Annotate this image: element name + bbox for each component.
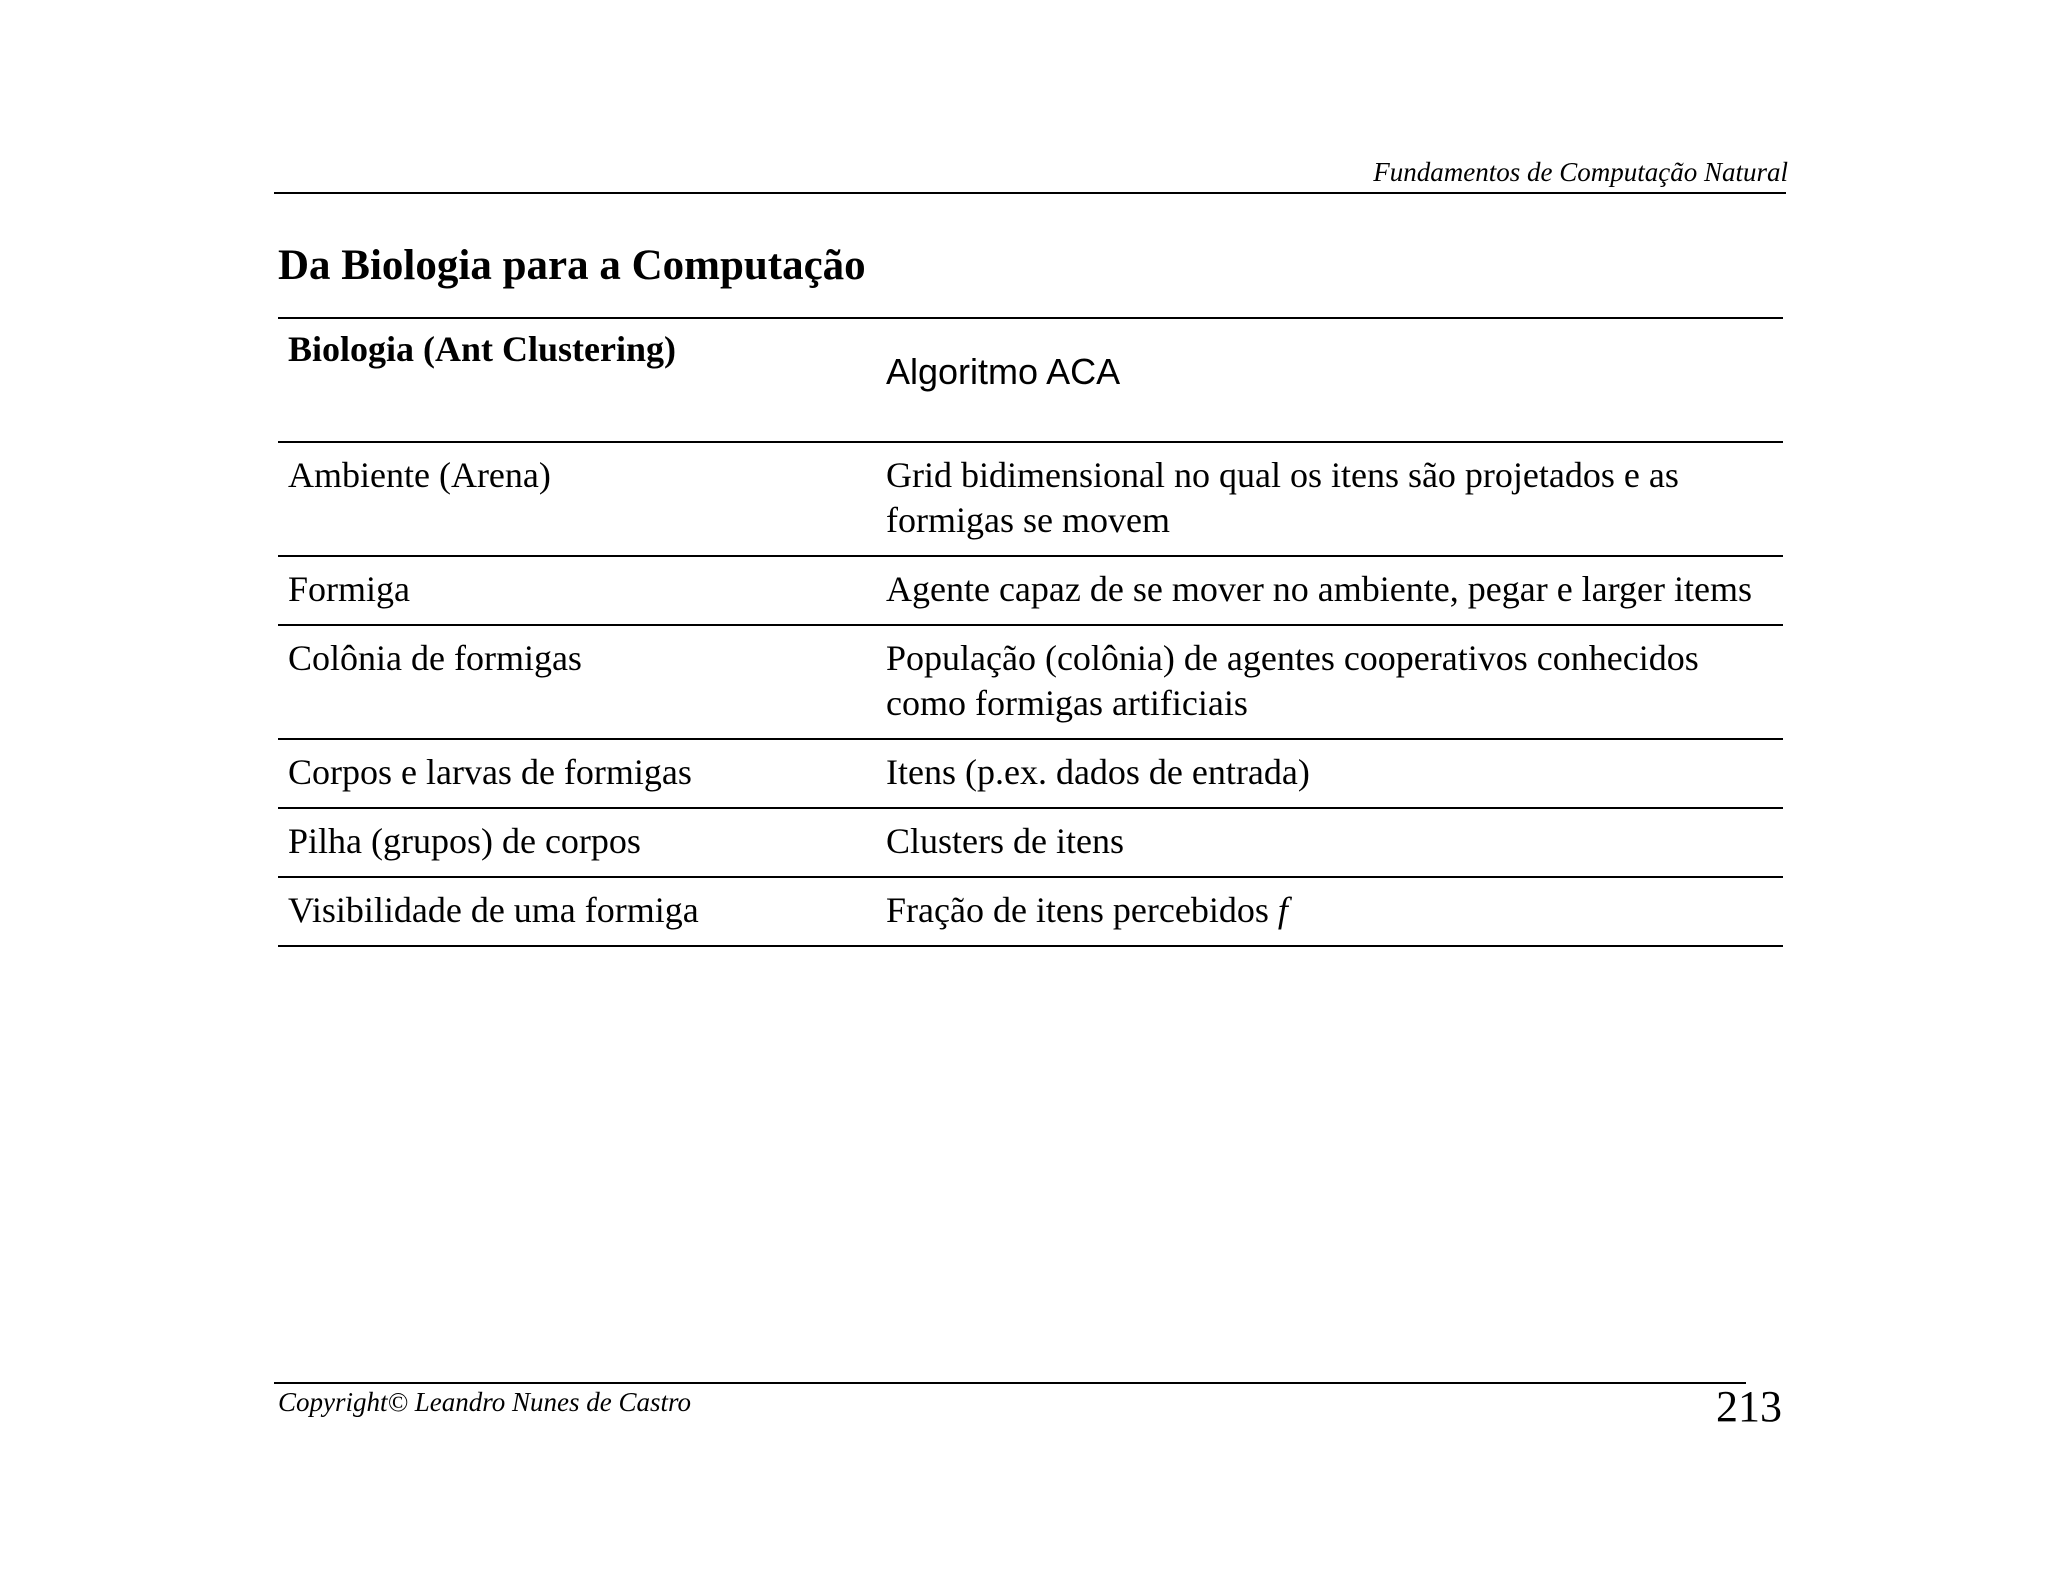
cell-biology: Visibilidade de uma formiga: [288, 890, 699, 930]
cell-algorithm: Agente capaz de se mover no ambiente, pegar e larger items: [886, 569, 1752, 609]
table-row: [278, 877, 1783, 946]
cell-biology: Formiga: [288, 569, 410, 609]
cell-algorithm: Itens (p.ex. dados de entrada): [886, 752, 1310, 792]
footer-rule: [274, 1382, 1746, 1384]
cell-algorithm: População (colônia) de agentes cooperativos conhecidos como formigas artificiais: [886, 638, 1699, 723]
cell-biology: Pilha (grupos) de corpos: [288, 821, 641, 861]
table-row: [278, 808, 1783, 877]
mapping-table: [278, 317, 1783, 947]
table-row: [278, 625, 1783, 739]
slide-title: Da Biologia para a Computação: [278, 242, 866, 289]
copyright-text: Copyright© Leandro Nunes de Castro: [278, 1387, 692, 1417]
cell-biology: Ambiente (Arena): [288, 455, 551, 495]
cell-algorithm-text: Fração de itens percebidos: [886, 890, 1278, 930]
header-algorithm: Algoritmo ACA: [886, 351, 1121, 392]
running-header: Fundamentos de Computação Natural: [1373, 157, 1788, 187]
cell-algorithm: [876, 877, 1783, 946]
table-header-row: [278, 318, 1783, 442]
variable-f: f: [1277, 890, 1288, 930]
table-row: [278, 442, 1783, 556]
cell-biology: Colônia de formigas: [288, 638, 582, 678]
table-row: [278, 556, 1783, 625]
cell-biology: Corpos e larvas de formigas: [288, 752, 692, 792]
header-biology: Biologia (Ant Clustering): [288, 329, 677, 369]
page-number: 213: [1716, 1382, 1782, 1431]
cell-algorithm: Clusters de itens: [886, 821, 1124, 861]
header-rule: [274, 192, 1786, 194]
cell-algorithm: Grid bidimensional no qual os itens são projetados e as formigas se movem: [886, 455, 1679, 540]
table-row: [278, 739, 1783, 808]
